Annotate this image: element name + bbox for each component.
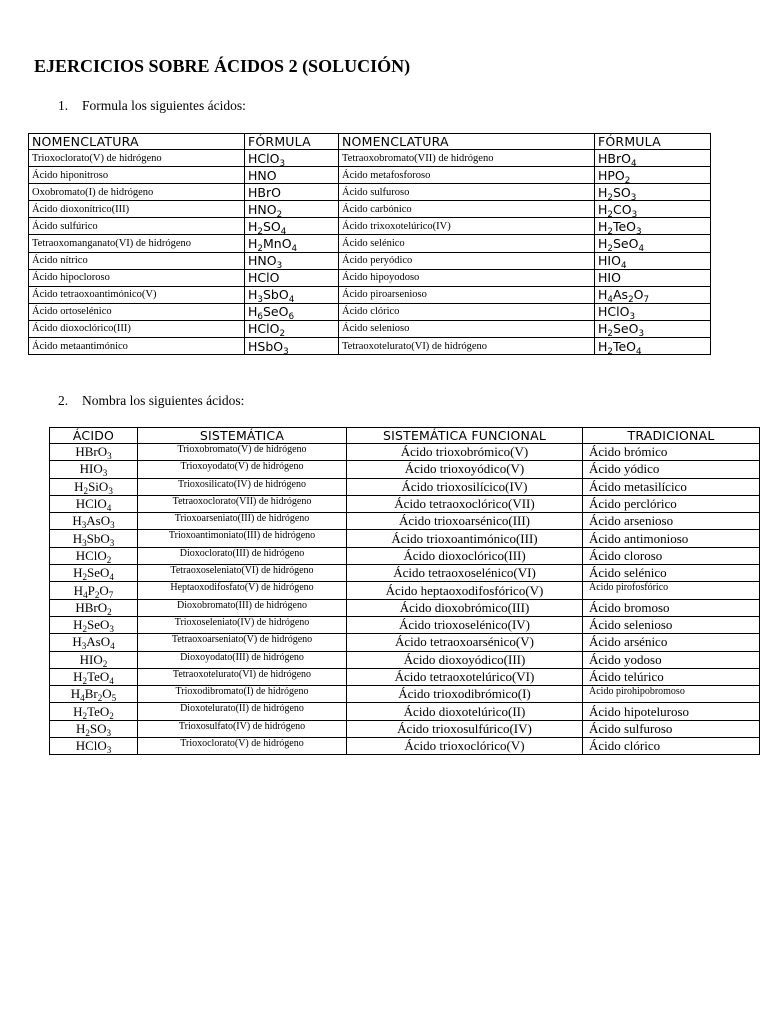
table-row: [50, 616, 760, 633]
acid-name: Ácido dioxonítrico(III): [29, 201, 245, 218]
traditional-name: Ácido sulfuroso: [583, 720, 760, 737]
acid-formula: $H_4Br_2O_5$: [50, 686, 138, 703]
acid-name: Ácido peryódico: [339, 252, 595, 269]
systematic-name: Trioxoarseniato(III) de hidrógeno: [138, 513, 347, 530]
traditional-name: Ácido arsénico: [583, 634, 760, 651]
table-row: [29, 338, 711, 355]
acid-formula: HClO$_3$: [245, 150, 339, 167]
functional-name: Ácido heptaoxodifosfórico(V): [347, 582, 583, 599]
traditional-name: Ácido pirohipobromoso: [583, 686, 760, 703]
acid-formula: $H_2TeO_2$: [50, 703, 138, 720]
table-row: [29, 269, 711, 286]
acid-formula: $HPO_2$: [595, 167, 711, 184]
acid-name: Ácido hiponitroso: [29, 167, 245, 184]
exercise-2-text: Nombra los siguientes ácidos:: [82, 393, 245, 408]
acid-name: Ácido hipocloroso: [29, 269, 245, 286]
acid-name: Tetraoxotelurato(VI) de hidrógeno: [339, 338, 595, 355]
column-header: FÓRMULA: [595, 134, 711, 150]
functional-name: Ácido tetraoxoclórico(VII): [347, 495, 583, 512]
table-header-row: [50, 428, 760, 444]
table-row: [50, 720, 760, 737]
acid-formula: $H_2SeO_4$: [595, 235, 711, 252]
acid-formula: HClO$_3$: [595, 303, 711, 320]
table-row: [50, 461, 760, 478]
acid-name: Ácido metaantimónico: [29, 338, 245, 355]
acid-formula: $H_2TeO_4$: [595, 338, 711, 355]
exercise-1-number: 1.: [58, 98, 69, 113]
table-row: [50, 495, 760, 512]
traditional-name: Ácido yodoso: [583, 651, 760, 668]
table-row: [50, 686, 760, 703]
functional-name: Ácido trioxodibrómico(I): [347, 686, 583, 703]
systematic-name: Trioxosilicato(IV) de hidrógeno: [138, 478, 347, 495]
acid-formula: HSbO$_3$: [245, 338, 339, 355]
acid-formula: $H_4As_2O_7$: [595, 286, 711, 303]
table-row: [29, 218, 711, 235]
acid-formula: HBrO: [245, 184, 339, 201]
functional-name: Ácido trioxoclórico(V): [347, 738, 583, 755]
acid-formula: $HIO_2$: [50, 651, 138, 668]
page-title: EJERCICIOS SOBRE ÁCIDOS 2 (SOLUCIÓN): [34, 56, 411, 76]
traditional-name: Ácido bromoso: [583, 599, 760, 616]
acid-formula: $H_2TeO_3$: [595, 218, 711, 235]
column-header: NOMENCLATURA: [29, 134, 245, 150]
exercise-1-instruction: [58, 98, 246, 114]
acid-formula: $H_6SeO_6$: [245, 303, 339, 320]
table-row: [29, 286, 711, 303]
nomenclature-table: [49, 427, 760, 755]
column-header: ÁCIDO: [50, 428, 138, 444]
acid-name: Ácido piroarsenioso: [339, 286, 595, 303]
acid-formula: $H_2SeO_4$: [50, 565, 138, 582]
acid-formula: HClO$_2$: [50, 547, 138, 564]
functional-name: Ácido dioxotelúrico(II): [347, 703, 583, 720]
systematic-name: Trioxoyodato(V) de hidrógeno: [138, 461, 347, 478]
table-row: [50, 565, 760, 582]
acid-formula: $HIO_4$: [595, 252, 711, 269]
functional-name: Ácido dioxoclórico(III): [347, 547, 583, 564]
acid-name: Ácido selenioso: [339, 320, 595, 337]
systematic-name: Dioxoyodato(III) de hidrógeno: [138, 651, 347, 668]
traditional-name: Ácido antimonioso: [583, 530, 760, 547]
exercise-1-text: Formula los siguientes ácidos:: [82, 98, 246, 113]
acid-formula: $H_2SeO_3$: [595, 320, 711, 337]
acid-formula: HClO: [245, 269, 339, 286]
systematic-name: Trioxosulfato(IV) de hidrógeno: [138, 720, 347, 737]
traditional-name: Ácido brómico: [583, 444, 760, 461]
acid-formula: $H_2CO_3$: [595, 201, 711, 218]
acid-name: Ácido clórico: [339, 303, 595, 320]
table-row: [29, 320, 711, 337]
systematic-name: Dioxobromato(III) de hidrógeno: [138, 599, 347, 616]
table-row: [50, 651, 760, 668]
functional-name: Ácido trioxoselénico(IV): [347, 616, 583, 633]
acid-formula: HBrO$_2$: [50, 599, 138, 616]
acid-formula: $H_4P_2O_7$: [50, 582, 138, 599]
acid-name: Trioxoclorato(V) de hidrógeno: [29, 150, 245, 167]
acid-formula: $H_2TeO_4$: [50, 668, 138, 685]
acid-formula: HNO: [245, 167, 339, 184]
table-row: [29, 235, 711, 252]
exercise-2-number: 2.: [58, 393, 69, 408]
functional-name: Ácido dioxoyódico(III): [347, 651, 583, 668]
systematic-name: Trioxodibromato(I) de hidrógeno: [138, 686, 347, 703]
systematic-name: Tetraoxoseleniato(VI) de hidrógeno: [138, 565, 347, 582]
traditional-name: Ácido perclórico: [583, 495, 760, 512]
traditional-name: Ácido selenioso: [583, 616, 760, 633]
acid-name: Ácido dioxoclórico(III): [29, 320, 245, 337]
functional-name: Ácido dioxobrómico(III): [347, 599, 583, 616]
formula-table: [28, 133, 711, 355]
acid-name: Ácido sulfuroso: [339, 184, 595, 201]
acid-name: Ácido trixoxotelúrico(IV): [339, 218, 595, 235]
traditional-name: Ácido telúrico: [583, 668, 760, 685]
systematic-name: Trioxobromato(V) de hidrógeno: [138, 444, 347, 461]
acid-formula: $H_3SbO_3$: [50, 530, 138, 547]
functional-name: Ácido trioxosilícico(IV): [347, 478, 583, 495]
traditional-name: Ácido clórico: [583, 738, 760, 755]
traditional-name: Ácido pirofosfórico: [583, 582, 760, 599]
acid-name: Tetraoxomanganato(VI) de hidrógeno: [29, 235, 245, 252]
column-header: FÓRMULA: [245, 134, 339, 150]
acid-name: Tetraoxobromato(VII) de hidrógeno: [339, 150, 595, 167]
acid-formula: $H_2MnO_4$: [245, 235, 339, 252]
acid-formula: $H_3AsO_4$: [50, 634, 138, 651]
column-header: SISTEMÁTICA FUNCIONAL: [347, 428, 583, 444]
table-row: [50, 547, 760, 564]
acid-formula: HClO$_4$: [50, 495, 138, 512]
acid-formula: $H_2SO_3$: [50, 720, 138, 737]
table-header-row: [29, 134, 711, 150]
traditional-name: Ácido hipoteluroso: [583, 703, 760, 720]
exercise-2-instruction: [58, 393, 244, 409]
acid-formula: HIO: [595, 269, 711, 286]
acid-formula: $HNO_3$: [245, 252, 339, 269]
acid-name: Ácido hipoyodoso: [339, 269, 595, 286]
acid-formula: $H_3AsO_3$: [50, 513, 138, 530]
column-header: SISTEMÁTICA: [138, 428, 347, 444]
functional-name: Ácido tetraoxoarsénico(V): [347, 634, 583, 651]
traditional-name: Ácido cloroso: [583, 547, 760, 564]
table-row: [50, 513, 760, 530]
acid-formula: HBrO$_4$: [595, 150, 711, 167]
systematic-name: Trioxoantimoniato(III) de hidrógeno: [138, 530, 347, 547]
systematic-name: Heptaoxodifosfato(V) de hidrógeno: [138, 582, 347, 599]
acid-formula: $H_2SeO_3$: [50, 616, 138, 633]
traditional-name: Ácido yódico: [583, 461, 760, 478]
systematic-name: Trioxoclorato(V) de hidrógeno: [138, 738, 347, 755]
acid-formula: $H_2SO_4$: [245, 218, 339, 235]
table-row: [50, 634, 760, 651]
table-row: [50, 703, 760, 720]
table-row: [50, 478, 760, 495]
acid-formula: HBrO$_3$: [50, 444, 138, 461]
table-row: [50, 582, 760, 599]
systematic-name: Tetraoxoclorato(VII) de hidrógeno: [138, 495, 347, 512]
acid-formula: $H_2SiO_3$: [50, 478, 138, 495]
acid-name: Ácido ortoselénico: [29, 303, 245, 320]
table-row: [29, 252, 711, 269]
acid-formula: $H_2SO_3$: [595, 184, 711, 201]
acid-name: Ácido tetraoxoantimónico(V): [29, 286, 245, 303]
acid-formula: $HIO_3$: [50, 461, 138, 478]
functional-name: Ácido trioxoarsénico(III): [347, 513, 583, 530]
table-row: [50, 599, 760, 616]
functional-name: Ácido trioxobrómico(V): [347, 444, 583, 461]
table-row: [29, 184, 711, 201]
functional-name: Ácido tetraoxotelúrico(VI): [347, 668, 583, 685]
acid-formula: $H_3SbO_4$: [245, 286, 339, 303]
table-row: [50, 668, 760, 685]
acid-name: Ácido carbónico: [339, 201, 595, 218]
column-header: TRADICIONAL: [583, 428, 760, 444]
table-row: [50, 738, 760, 755]
systematic-name: Trioxoseleniato(IV) de hidrógeno: [138, 616, 347, 633]
traditional-name: Ácido arsenioso: [583, 513, 760, 530]
functional-name: Ácido tetraoxoselénico(VI): [347, 565, 583, 582]
table-row: [29, 201, 711, 218]
systematic-name: Dioxoclorato(III) de hidrógeno: [138, 547, 347, 564]
acid-name: Ácido nítrico: [29, 252, 245, 269]
acid-formula: $HNO_2$: [245, 201, 339, 218]
systematic-name: Dioxotelurato(II) de hidrógeno: [138, 703, 347, 720]
systematic-name: Tetraoxotelurato(VI) de hidrógeno: [138, 668, 347, 685]
functional-name: Ácido trioxoyódico(V): [347, 461, 583, 478]
table-row: [29, 167, 711, 184]
acid-formula: HClO$_2$: [245, 320, 339, 337]
table-row: [50, 530, 760, 547]
column-header: NOMENCLATURA: [339, 134, 595, 150]
functional-name: Ácido trioxosulfúrico(IV): [347, 720, 583, 737]
acid-name: Oxobromato(I) de hidrógeno: [29, 184, 245, 201]
acid-formula: HClO$_3$: [50, 738, 138, 755]
table-row: [29, 150, 711, 167]
table-row: [50, 444, 760, 461]
table-row: [29, 303, 711, 320]
systematic-name: Tetraoxoarseniato(V) de hidrógeno: [138, 634, 347, 651]
acid-name: Ácido selénico: [339, 235, 595, 252]
acid-name: Ácido sulfúrico: [29, 218, 245, 235]
acid-name: Ácido metafosforoso: [339, 167, 595, 184]
traditional-name: Ácido selénico: [583, 565, 760, 582]
traditional-name: Ácido metasilícico: [583, 478, 760, 495]
functional-name: Ácido trioxoantimónico(III): [347, 530, 583, 547]
